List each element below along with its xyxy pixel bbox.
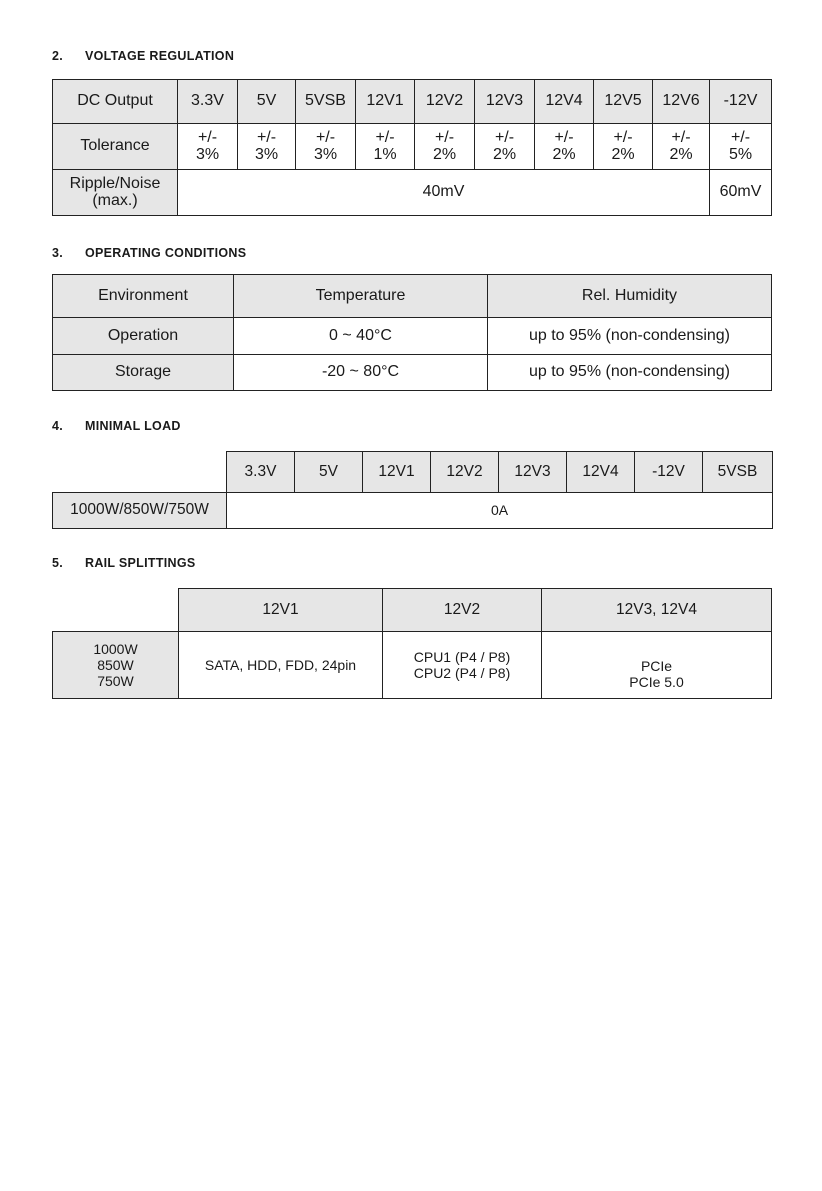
humidity-cell: up to 95% (non-condensing) — [488, 355, 772, 391]
table-row — [53, 452, 773, 493]
rail-header: 12V2 — [383, 589, 542, 632]
rail-header: 5VSB — [296, 80, 356, 124]
empty-corner-cell — [53, 452, 227, 493]
table-row — [53, 170, 772, 216]
temperature-header: Temperature — [234, 275, 488, 318]
table-row — [53, 632, 772, 699]
section-number: 4. — [52, 419, 64, 433]
tolerance-cell — [356, 124, 415, 170]
ripple-noise-label — [53, 170, 178, 216]
tolerance-cell — [238, 124, 296, 170]
rail-header: -12V — [635, 452, 703, 493]
tolerance-sign: +/- — [197, 128, 218, 146]
tolerance-value: 5% — [728, 145, 753, 163]
section-number: 2. — [52, 49, 64, 63]
tolerance-sign: +/- — [375, 128, 395, 146]
tolerance-value: 3% — [195, 145, 220, 163]
tolerance-sign: +/- — [730, 128, 751, 146]
tolerance-sign: +/- — [671, 128, 691, 146]
model-label: 850W — [97, 656, 134, 673]
rail-12v1-connectors: SATA, HDD, FDD, 24pin — [179, 632, 383, 699]
empty-corner-cell — [53, 589, 179, 632]
rail-header: 12V1 — [363, 452, 431, 493]
minimal-load-table — [52, 451, 773, 529]
model-label: 750W — [97, 673, 134, 690]
tolerance-value: 2% — [669, 145, 693, 163]
rail-header: 3.3V — [178, 80, 238, 124]
section-number: 5. — [52, 556, 64, 570]
tolerance-cell — [594, 124, 653, 170]
section-title-minimal-load — [52, 419, 181, 433]
tolerance-label: Tolerance — [53, 124, 178, 170]
voltage-regulation-table — [52, 79, 772, 216]
minimal-load-value: 0A — [227, 493, 773, 529]
rail-header: 12V4 — [535, 80, 594, 124]
rail-header: 12V4 — [567, 452, 635, 493]
tolerance-cell — [653, 124, 710, 170]
environment-cell: Operation — [53, 318, 234, 355]
tolerance-sign: +/- — [315, 128, 336, 146]
operating-conditions-table — [52, 274, 772, 391]
connector-label: PCIe 5.0 — [629, 674, 684, 690]
rail-header: 12V2 — [415, 80, 475, 124]
section-title-text: OPERATING CONDITIONS — [85, 246, 247, 260]
connector-label: PCIe — [640, 657, 673, 674]
dc-output-label: DC Output — [53, 80, 178, 124]
ripple-label-line1: Ripple/Noise — [69, 174, 161, 192]
rail-header: 3.3V — [227, 452, 295, 493]
connector-label: CPU1 (P4 / P8) — [413, 648, 511, 665]
section-title-operating-conditions — [52, 246, 246, 260]
section-number: 3. — [52, 246, 64, 260]
section-title-text: VOLTAGE REGULATION — [85, 49, 235, 63]
table-row — [53, 318, 772, 355]
environment-cell: Storage — [53, 355, 234, 391]
tolerance-sign: +/- — [434, 128, 455, 146]
rail-header: 12V1 — [356, 80, 415, 124]
model-label: 1000W/850W/750W — [53, 493, 227, 529]
rail-header: 12V1 — [179, 589, 383, 632]
tolerance-sign: +/- — [554, 128, 574, 146]
rail-header: -12V — [710, 80, 772, 124]
rail-splittings-table — [52, 588, 772, 699]
rail-header: 12V5 — [594, 80, 653, 124]
table-row — [53, 275, 772, 318]
rail-12v3-12v4-connectors — [542, 632, 772, 699]
environment-header: Environment — [53, 275, 234, 318]
section-title-text: RAIL SPLITTINGS — [85, 556, 196, 570]
temperature-cell: 0 ~ 40°C — [234, 318, 488, 355]
rail-header: 12V3 — [475, 80, 535, 124]
rail-header: 12V6 — [653, 80, 710, 124]
table-row — [53, 80, 772, 124]
ripple-main-value: 40mV — [178, 170, 710, 216]
tolerance-cell — [710, 124, 772, 170]
rail-header: 5V — [295, 452, 363, 493]
tolerance-value: 1% — [373, 145, 397, 163]
section-title-voltage-regulation — [52, 49, 234, 63]
tolerance-value: 2% — [432, 145, 457, 163]
rail-header: 12V2 — [431, 452, 499, 493]
tolerance-cell — [178, 124, 238, 170]
ripple-label-line2: (max.) — [92, 191, 138, 209]
table-row — [53, 355, 772, 391]
section-title-rail-splittings — [52, 556, 196, 570]
rail-header: 12V3, 12V4 — [542, 589, 772, 632]
model-list — [53, 632, 179, 699]
table-row — [53, 493, 773, 529]
tolerance-cell — [535, 124, 594, 170]
tolerance-sign: +/- — [613, 128, 633, 146]
temperature-cell: -20 ~ 80°C — [234, 355, 488, 391]
connector-label: CPU2 (P4 / P8) — [413, 665, 511, 681]
rail-12v2-connectors — [383, 632, 542, 699]
model-label: 1000W — [93, 640, 138, 657]
tolerance-cell — [296, 124, 356, 170]
tolerance-value: 3% — [254, 145, 279, 163]
tolerance-value: 2% — [552, 145, 576, 163]
ripple-neg12-value: 60mV — [710, 170, 772, 216]
rail-header: 5V — [238, 80, 296, 124]
rail-header: 5VSB — [703, 452, 773, 493]
humidity-cell: up to 95% (non-condensing) — [488, 318, 772, 355]
table-row — [53, 589, 772, 632]
tolerance-value: 2% — [492, 145, 517, 163]
section-title-text: MINIMAL LOAD — [85, 419, 181, 433]
table-row — [53, 124, 772, 170]
tolerance-cell — [475, 124, 535, 170]
tolerance-cell — [415, 124, 475, 170]
tolerance-sign: +/- — [256, 128, 277, 146]
humidity-header: Rel. Humidity — [488, 275, 772, 318]
tolerance-value: 3% — [313, 145, 338, 163]
rail-header: 12V3 — [499, 452, 567, 493]
tolerance-sign: +/- — [494, 128, 515, 146]
tolerance-value: 2% — [611, 145, 635, 163]
